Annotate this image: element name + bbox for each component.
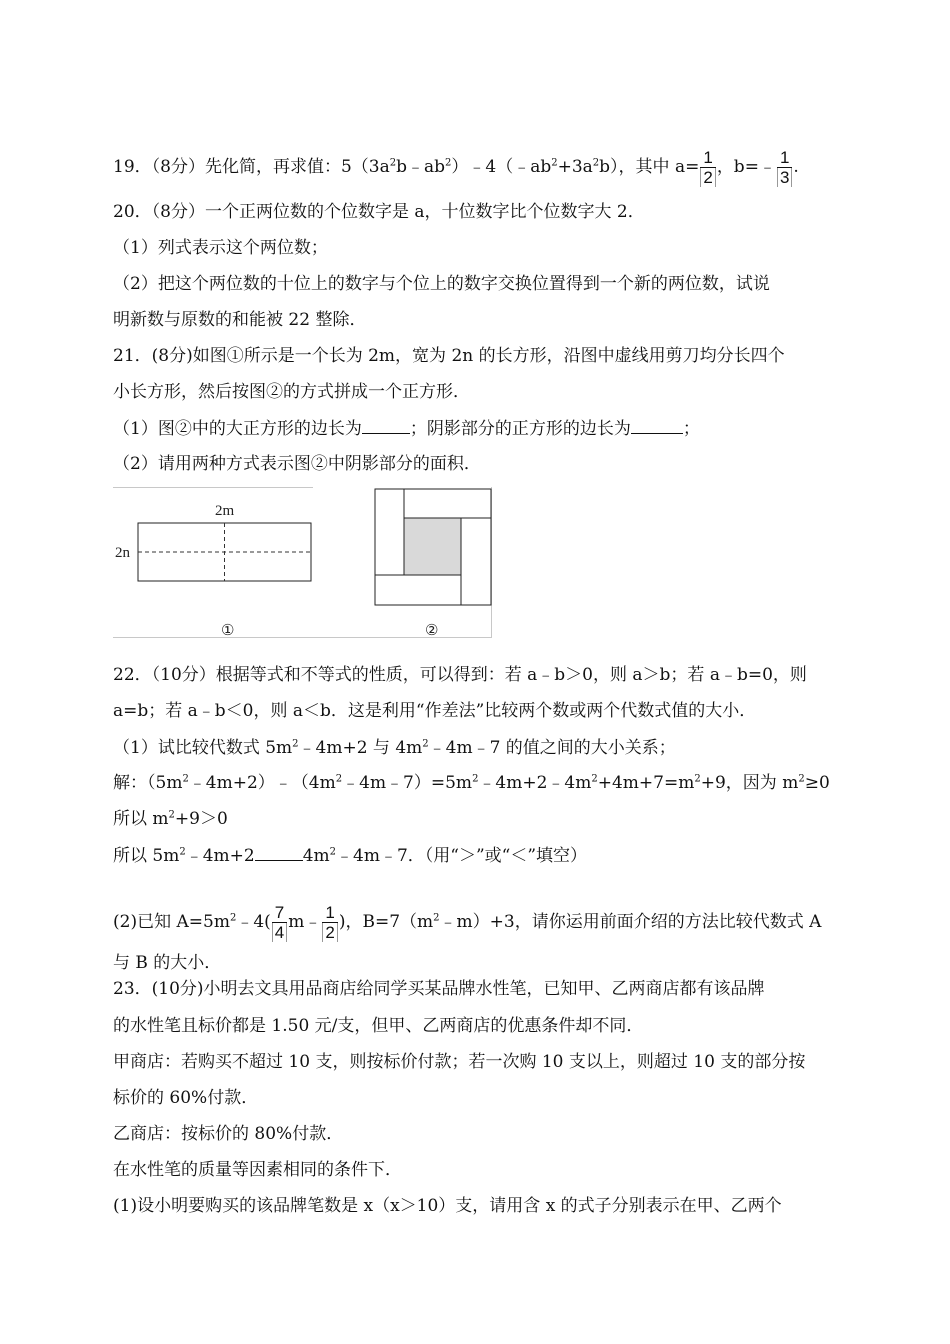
exponent: 2 <box>292 738 299 750</box>
exponent: 2 <box>592 157 600 169</box>
q22-text: ﹣4m﹣7．（用“＞”或“＜”填空） <box>336 846 588 866</box>
q22-text: 所以 5m <box>113 846 180 866</box>
q23-part1: (1)设小明要购买的该品牌笔数是 x（x＞10）支，请用含 x 的式子分别表示在甲、乙两个 <box>113 1196 782 1216</box>
exponent: 2 <box>472 773 479 785</box>
fraction-b <box>777 148 792 187</box>
q21-title: 21．(8分)如图①所示是一个长为 2m，宽为 2n 的长方形，沿图中虚线用剪刀均分长四个 <box>113 346 785 366</box>
q22-text: (2)已知 A=5m <box>113 912 230 932</box>
q22-part2 <box>113 903 821 942</box>
exponent: 2 <box>329 846 337 858</box>
exponent: 2 <box>179 846 186 858</box>
q22-text: ﹣4( <box>236 912 271 932</box>
exponent: 2 <box>182 773 189 785</box>
q22-text: ﹣m）+3，请你运用前面介绍的方法比较代数式 A <box>439 912 822 932</box>
denominator: 4 <box>272 923 287 942</box>
q22-solution <box>113 772 830 794</box>
q21-figure <box>113 487 493 639</box>
q21-text: ； <box>682 419 700 439</box>
exponent: 2 <box>422 738 429 750</box>
numerator: 1 <box>777 148 792 168</box>
q21-part1 <box>113 417 700 440</box>
label-2m: 2m <box>215 503 235 519</box>
exponent: 2 <box>433 912 440 924</box>
denominator: 2 <box>322 923 337 942</box>
q19-line <box>113 148 799 187</box>
q23-shop-yi: 乙商店：按标价的 80%付款． <box>113 1124 344 1144</box>
q22-text: ﹣4m+2）﹣（4m <box>188 773 336 793</box>
exponent: 2 <box>168 809 175 821</box>
q23-shop-jia: 甲商店：若购买不超过 10 支，则按标价付款；若一次购 10 支以上，则超过 10 支的部分按 <box>113 1052 806 1072</box>
q22-title: 22．（10分）根据等式和不等式的性质，可以得到：若 a﹣b＞0，则 a＞b；若 a﹣b=0，则 <box>113 665 807 685</box>
q22-text: +4m+7=m <box>597 773 695 793</box>
q19-text: b），其中 a= <box>599 157 700 177</box>
q22-title-cont: a=b；若 a﹣b＜0，则 a＜b．这是利用“作差法”比较两个数或两个代数式值的大小． <box>113 701 757 721</box>
q22-text: 所以 m <box>113 809 169 829</box>
exponent: 2 <box>445 157 452 169</box>
q22-text: )，B=7（m <box>338 912 434 932</box>
answer-blank <box>362 417 410 434</box>
answer-blank <box>631 417 683 434</box>
q21-title-cont: 小长方形，然后按图②的方式拼成一个正方形． <box>113 382 470 402</box>
q20-part1: （1）列式表示这个两位数； <box>113 238 328 258</box>
exponent: 2 <box>389 157 397 169</box>
shaded-small-square <box>404 518 461 575</box>
q21-part2: （2）请用两种方式表示图②中阴影部分的面积． <box>113 454 481 474</box>
numerator: 1 <box>700 148 715 168</box>
denominator: 3 <box>777 168 792 187</box>
q22-text: ﹣4m﹣7 的值之间的大小关系； <box>428 738 676 758</box>
fraction-a <box>700 148 715 187</box>
answer-blank <box>255 844 303 861</box>
caption-figure-2: ② <box>425 623 439 639</box>
q23-title-cont: 的水性笔且标价都是 1.50 元/支，但甲、乙两商店的优惠条件却不同． <box>113 1016 644 1036</box>
exponent: 2 <box>229 912 237 924</box>
q19-text: 19．（8分）先化简，再求值：5（3a <box>113 157 390 177</box>
q22-text: ﹣4m﹣7）=5m <box>342 773 473 793</box>
q22-text: m﹣ <box>288 912 322 932</box>
exponent: 2 <box>694 773 701 785</box>
fraction-7-4 <box>272 903 287 942</box>
q20-title: 20．（8分）一个正两位数的个位数字是 a，十位数字比个位数字大 2． <box>113 202 645 222</box>
q22-text: +9＞0 <box>174 809 228 829</box>
q20-part2-cont: 明新数与原数的和能被 22 整除． <box>113 310 367 330</box>
exponent: 2 <box>551 157 558 169</box>
q22-text: （1）试比较代数式 5m <box>113 738 293 758</box>
q22-solution-2 <box>113 808 228 830</box>
q19-text: . <box>793 157 799 177</box>
q19-text: b﹣ab <box>396 157 445 177</box>
q22-text: ≥0 <box>804 773 830 793</box>
q22-text: ﹣4m+2﹣4m <box>478 773 592 793</box>
label-2n: 2n <box>115 545 130 561</box>
q22-text: ﹣4m+2 <box>185 846 255 866</box>
q23-condition: 在水性笔的质量等因素相同的条件下． <box>113 1160 402 1180</box>
fraction-1-2 <box>322 903 337 942</box>
q19-text: ）﹣4（﹣ab <box>451 157 552 177</box>
q21-text: ；阴影部分的正方形的边长为 <box>409 419 631 439</box>
q23-shop-jia-cont: 标价的 60%付款． <box>113 1088 259 1108</box>
numerator: 1 <box>322 903 337 923</box>
q19-text: +3a <box>557 157 593 177</box>
caption-figure-1: ① <box>221 623 235 639</box>
q19-text: ，b=﹣ <box>716 157 776 177</box>
q22-text: ﹣4m+2 与 4m <box>298 738 423 758</box>
denominator: 2 <box>700 168 715 187</box>
exponent: 2 <box>591 773 598 785</box>
q22-text: 4m <box>302 846 330 866</box>
q22-text: +9，因为 m <box>700 773 799 793</box>
q20-part2: （2）把这个两位数的十位上的数字与个位上的数字交换位置得到一个新的两位数，试说 <box>113 274 770 294</box>
q22-part2-cont: 与 B 的大小． <box>113 953 222 973</box>
q22-text: 解：（5m <box>113 773 183 793</box>
q22-part1 <box>113 737 676 759</box>
exponent: 2 <box>335 773 343 785</box>
q22-solution-3 <box>113 844 587 867</box>
q23-title: 23．(10分)小明去文具用品商店给同学买某品牌水性笔，已知甲、乙两商店都有该品牌 <box>113 979 765 999</box>
exponent: 2 <box>798 773 805 785</box>
q21-text: （1）图②中的大正方形的边长为 <box>113 419 362 439</box>
numerator: 7 <box>272 903 287 923</box>
